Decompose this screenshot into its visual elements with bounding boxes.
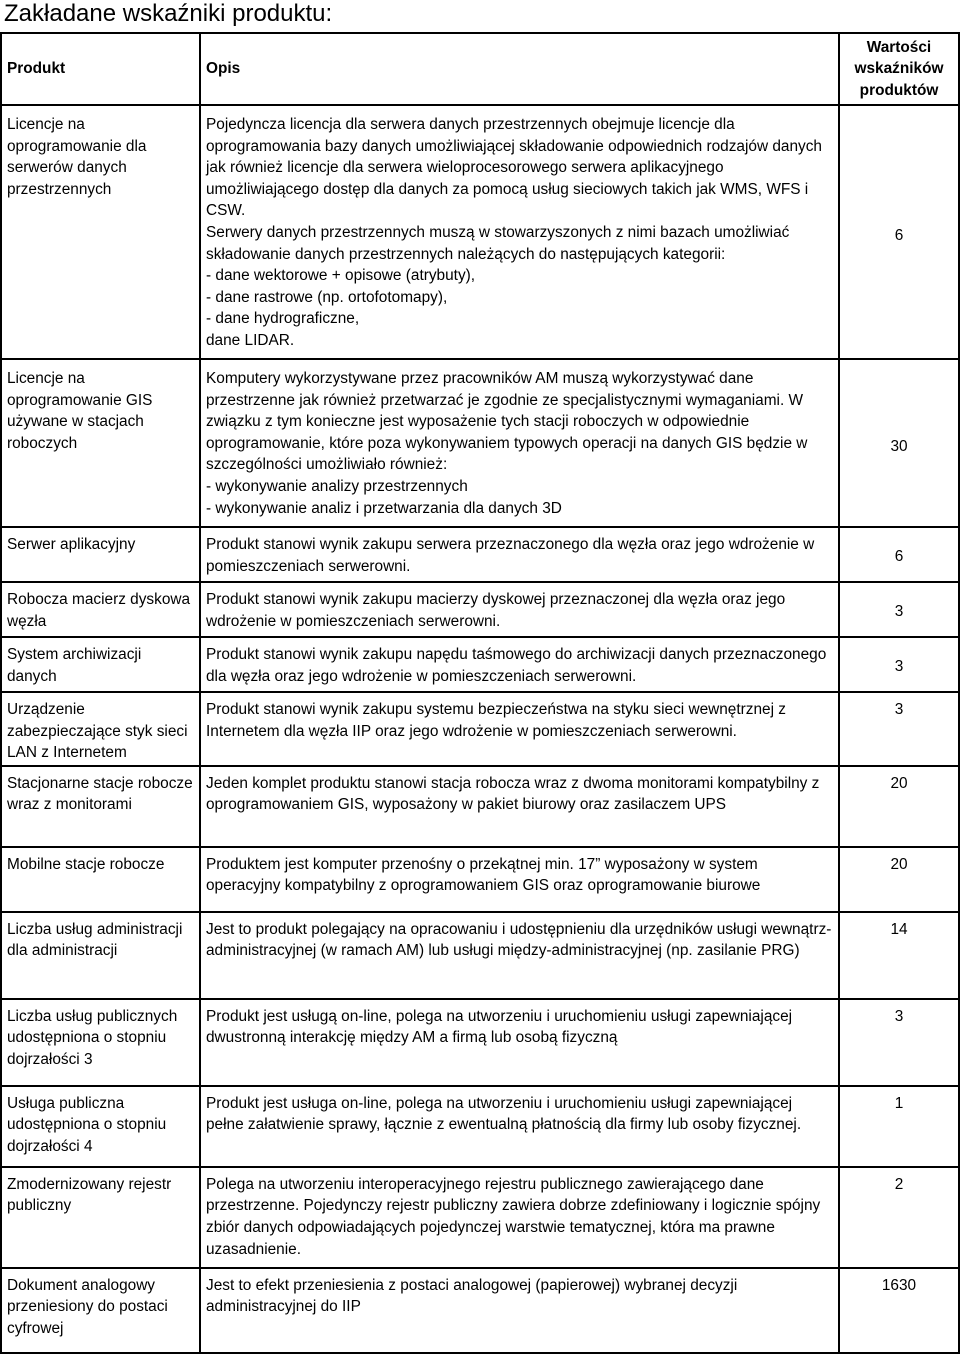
value-cell: 20 (839, 847, 959, 912)
table-row (1, 527, 959, 582)
value-cell: 1 (839, 1086, 959, 1167)
table-row (1, 692, 959, 766)
product-cell: Licencje na oprogramowanie GIS używane w stacjach roboczych (1, 359, 200, 527)
table-row (1, 1268, 959, 1353)
table-row (1, 105, 959, 359)
value-cell: 3 (839, 999, 959, 1086)
description-cell: Produkt stanowi wynik zakupu macierzy dyskowej przeznaczonej dla węzła oraz jego wdrożenie w pomieszczeniach serwerowni. (200, 582, 839, 637)
description-cell: Produkt jest usługa on-line, polega na utworzeniu i uruchomieniu usługi zapewniającej pełne załatwienie sprawy, łącznie z ewentualną płatnością dla firmy lub osoby fizycznej. (200, 1086, 839, 1167)
description-cell: Produkt jest usługą on-line, polega na utworzeniu i uruchomieniu usługi zapewniającej dwustronną interakcję między AM a firmą lub osobą fizyczną (200, 999, 839, 1086)
value-cell: 20 (839, 766, 959, 847)
product-indicators-table (0, 32, 960, 1354)
product-cell: Robocza macierz dyskowa węzła (1, 582, 200, 637)
product-cell: Usługa publiczna udostępniona o stopniu dojrzałości 4 (1, 1086, 200, 1167)
header-product: Produkt (1, 33, 200, 105)
value-cell: 2 (839, 1167, 959, 1268)
description-cell: Jest to produkt polegający na opracowaniu i udostępnieniu dla urzędników usługi wewnątrz-administracyjnej (w ramach AM) lub usługi między-administracyjnej (np. zasilanie PRG) (200, 912, 839, 999)
product-cell: Serwer aplikacyjny (1, 527, 200, 582)
description-cell: Produkt stanowi wynik zakupu systemu bezpieczeństwa na styku sieci wewnętrznej z Internetem dla węzła IIP oraz jego wdrożenie w pomieszczeniach serwerowni. (200, 692, 839, 766)
product-cell: Urządzenie zabezpieczające styk sieci LAN z Internetem (1, 692, 200, 766)
value-cell: 1630 (839, 1268, 959, 1353)
value-cell: 30 (839, 359, 959, 527)
table-row (1, 359, 959, 527)
description-cell: Jeden komplet produktu stanowi stacja robocza wraz z dwoma monitorami kompatybilny z oprogramowaniem GIS, wyposażony w pakiet biurowy oraz zasilaczem UPS (200, 766, 839, 847)
description-cell: Pojedyncza licencja dla serwera danych przestrzennych obejmuje licencje dla oprogramowania bazy danych umożliwiającej składowanie odpowiednich rodzajów danych jak również licencje dla serwera wieloprocesorowego serwera aplikacyjnego umożliwiającego dostęp dla danych za pomocą usług sieciowych takich jak WMS, WFS i CSW. Serwery danych przestrzennych muszą w stowarzyszonych z nimi bazach umożliwiać składowanie danych przestrzennych należących do następujących kategorii: - dane wektorowe + opisowe (atrybuty), - dane rastrowe (np. ortofotomapy), - dane hydrograficzne, dane LIDAR. (200, 105, 839, 359)
value-cell: 3 (839, 637, 959, 692)
value-cell: 6 (839, 105, 959, 359)
value-cell: 3 (839, 692, 959, 766)
table-row (1, 999, 959, 1086)
table-row (1, 766, 959, 847)
product-cell: Zmodernizowany rejestr publiczny (1, 1167, 200, 1268)
product-cell: Liczba usług administracji dla administracji (1, 912, 200, 999)
product-cell: Licencje na oprogramowanie dla serwerów danych przestrzennych (1, 105, 200, 359)
header-value: Wartości wskaźników produktów (839, 33, 959, 105)
table-row (1, 582, 959, 637)
header-description: Opis (200, 33, 839, 105)
product-cell: Mobilne stacje robocze (1, 847, 200, 912)
value-cell: 14 (839, 912, 959, 999)
table-row (1, 912, 959, 999)
table-row (1, 1086, 959, 1167)
value-cell: 6 (839, 527, 959, 582)
product-cell: Dokument analogowy przeniesiony do postaci cyfrowej (1, 1268, 200, 1353)
table-row (1, 637, 959, 692)
description-cell: Polega na utworzeniu interoperacyjnego rejestru publicznego zawierającego dane przestrzenne. Pojedynczy rejestr publiczny zawiera dobrze zdefiniowany i logicznie spójny zbiór danych odpowiadających pojedynczej warstwie tematycznej, która ma prawne uzasadnienie. (200, 1167, 839, 1268)
product-cell: Liczba usług publicznych udostępniona o stopniu dojrzałości 3 (1, 999, 200, 1086)
description-cell: Produktem jest komputer przenośny o przekątnej min. 17” wyposażony w system operacyjny kompatybilny z oprogramowaniem GIS oraz oprogramowanie biurowe (200, 847, 839, 912)
product-cell: System archiwizacji danych (1, 637, 200, 692)
page-title: Zakładane wskaźniki produktu: (4, 0, 333, 27)
value-cell: 3 (839, 582, 959, 637)
description-cell: Jest to efekt przeniesienia z postaci analogowej (papierowej) wybranej decyzji administracyjnej do IIP (200, 1268, 839, 1353)
description-cell: Produkt stanowi wynik zakupu napędu taśmowego do archiwizacji danych przeznaczonego dla węzła oraz jego wdrożenie w pomieszczeniach serwerowni. (200, 637, 839, 692)
table-header-row (1, 33, 959, 105)
product-cell: Stacjonarne stacje robocze wraz z monitorami (1, 766, 200, 847)
table-row (1, 847, 959, 912)
description-cell: Komputery wykorzystywane przez pracowników AM muszą wykorzystywać dane przestrzenne jak również przetwarzać je zgodnie ze specjalistycznymi wymaganiami. W związku z tym konieczne jest wyposażenie tych stacji roboczych w odpowiednie oprogramowanie, które poza wykonywaniem typowych operacji na danych GIS będzie w szczególności umożliwiało również: - wykonywanie analizy przestrzennych - wykonywanie analiz i przetwarzania dla danych 3D (200, 359, 839, 527)
description-cell: Produkt stanowi wynik zakupu serwera przeznaczonego dla węzła oraz jego wdrożenie w pomieszczeniach serwerowni. (200, 527, 839, 582)
table-row (1, 1167, 959, 1268)
